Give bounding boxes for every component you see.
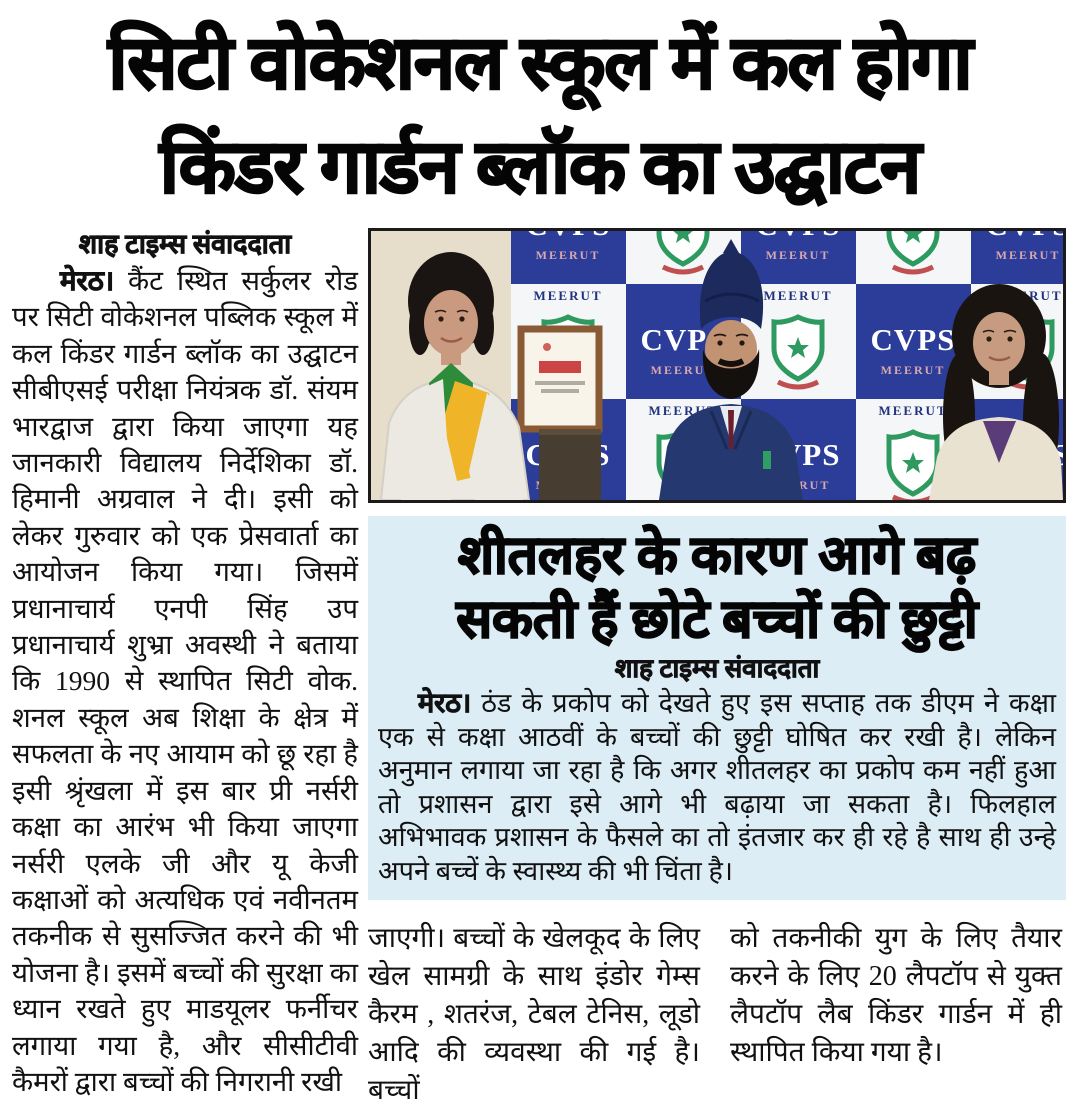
main-article-body-text: कैंट स्थित सर्कुलर रोड पर सिटी वोकेशनल पब्लिक स्कूल में कल किंडर गार्डन ब्लॉक का उद्घाटन सीबीएसई परीक्षा नियंत्रक डॉ. संयम भारद्वाज द्वारा किया जाएगा यह जानकारी विद्यालय निर्देशिका डॉ. हिमानी अग्रवाल ने दी। इसी को लेकर गुरुवार को एक प्रेसवार्ता का आयोजन किया गया। जिसमें प्रधानाचार्य एनपी सिंह उप प्रधानाचार्य शुभ्रा अवस्थी ने बताया कि 1990 से स्थापित सिटी वोक. शनल स्कूल अब शिक्षा के क्षेत्र में सफलता के नए आयाम को छू रहा है इसी श्रृंखला में इस बार प्री नर्सरी कक्षा का आरंभ भी किया जाएगा नर्सरी एलके जी और यू केजी कक्षाओं को अत्यधिक एवं नवीनतम तकनीक से सुसज्जित करने की भी योजना है। इसमें बच्चों की सुरक्षा का ध्यान रखते हुए माडयूलर फर्नीचर लगाया गया है, और सीसीटीवी कैमरों द्वारा बच्चों की निगरानी रखी: [12, 265, 359, 1097]
secondary-headline: [378, 524, 1056, 652]
secondary-article-dateline: मेरठ।: [418, 688, 472, 718]
continuation-columns: [368, 920, 1074, 1110]
secondary-article-body-text: ठंड के प्रकोप को देखते हुए इस सप्ताह तक डीएम ने कक्षा एक से कक्षा आठवीं के बच्चों की छुट्टी घोषित कर रखी है। लेकिन अनुमान लगाया जा रहा है कि अगर शीतलहर का प्रकोप कम नहीं हुआ तो प्रशासन द्वारा इसे आगे भी बढ़ाया जा सकता है। फिलहाल अभिभावक प्रशासन के फैसले का तो इंतजार कर ही रहे है साथ ही उन्हे अपने बच्चें के स्वास्थ्य की भी चिंता है।: [378, 688, 1056, 886]
main-article-column: [0, 228, 368, 1100]
certificate-frame: [521, 329, 599, 429]
article-columns: [0, 228, 1080, 1110]
secondary-article-byline: शाह टाइम्स संवाददाता: [614, 654, 820, 683]
secondary-article-body: [378, 687, 1056, 888]
main-article-byline: शाह टाइम्स संवाददाता: [78, 229, 292, 259]
right-column: [368, 228, 1080, 1110]
secondary-article-box: [368, 516, 1066, 900]
main-article-continuation-col1: जाएगी। बच्चों के खेलकूद के लिए खेल सामग्री के साथ इंडोर गेम्स कैरम , शतरंज, टेबल टेनिस, लूडो आदि की व्यवस्था की गई है। बच्चों: [368, 923, 700, 1106]
main-article-dateline: मेरठ।: [60, 265, 115, 296]
main-article-continuation-col2: को तकनीकी युग के लिए तैयार करने के लिए 20 लैपटॉप से युक्त लैपटॉप लैब किंडर गार्डन में ही स्थापित किया गया है।: [730, 923, 1062, 1068]
cabinet: [539, 429, 601, 500]
main-headline: [0, 0, 1080, 220]
news-photo: [368, 228, 1066, 503]
main-article-body: [12, 263, 358, 1100]
news-photo-illustration: [371, 231, 1063, 500]
secondary-headline-line2: सकती हैं छोटे बच्चों की छुट्टी: [456, 591, 978, 649]
main-headline-line1: सिटी वोकेशनल स्कूल में कल होगा: [108, 23, 972, 105]
main-headline-line2: किंडर गार्डन ब्लॉक का उद्घाटन: [159, 127, 921, 209]
secondary-headline-line1: शीतलहर के कारण आगे बढ़: [458, 527, 976, 585]
